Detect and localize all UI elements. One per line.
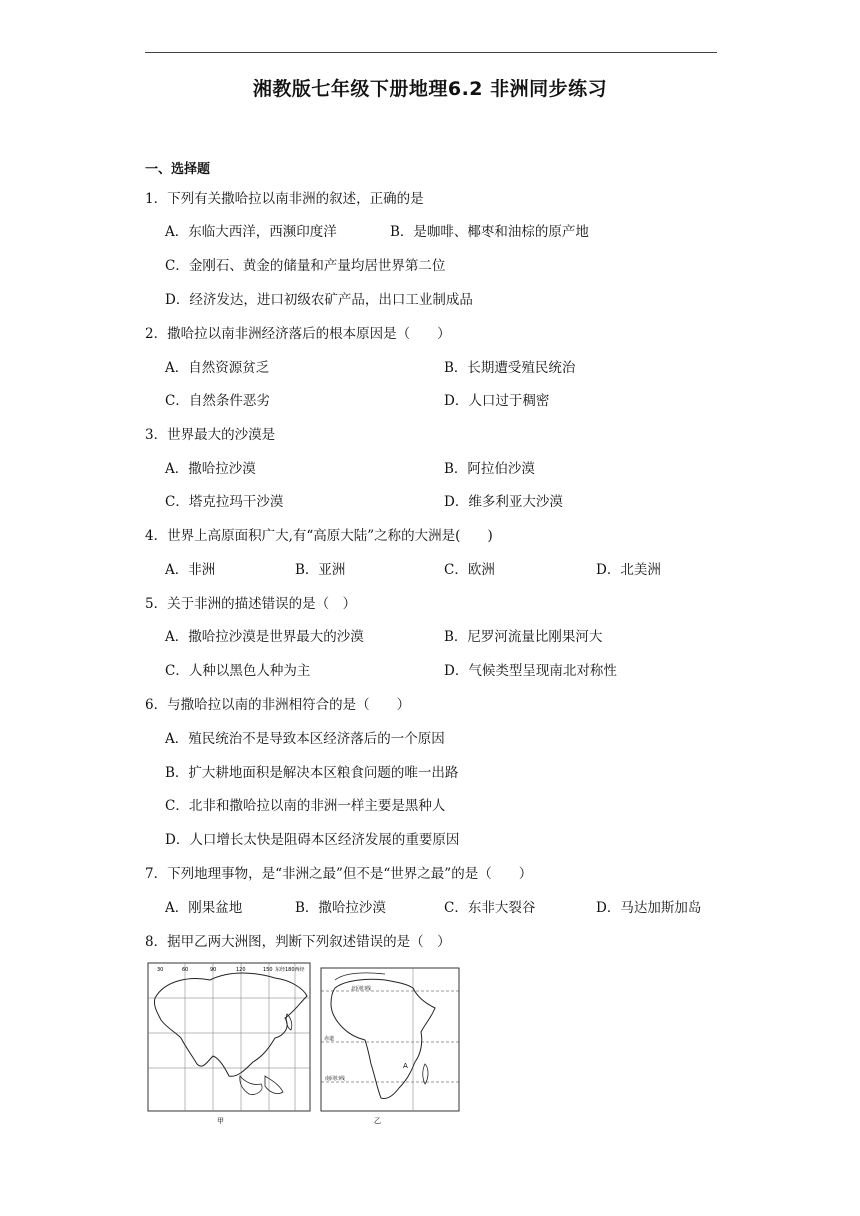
q5-option-c: C．人种以黑色人种为主	[165, 663, 311, 679]
page-title: 湘教版七年级下册地理6.2 非洲同步练习	[252, 78, 608, 100]
q5-option-b: B．尼罗河流量比刚果河大	[444, 629, 603, 645]
location-a-label: A	[403, 1062, 408, 1070]
equator-label: 赤道	[324, 1036, 335, 1042]
asia-tick-label: 150	[263, 967, 273, 973]
q6-option-d: D．人口增长太快是阻碍本区经济发展的重要原因	[165, 832, 460, 848]
q6-option-c: C．北非和撒哈拉以南的非洲一样主要是黑种人	[165, 798, 446, 814]
q5-option-a: A．撒哈拉沙漠是世界最大的沙漠	[165, 629, 364, 645]
q1-option-a: A．东临大西洋，西濒印度洋	[165, 224, 337, 240]
maps-svg	[145, 958, 463, 1128]
question-2-stem: 2．撒哈拉以南非洲经济落后的根本原因是（ ）	[145, 326, 451, 342]
q1-option-b: B．是咖啡、椰枣和油棕的原产地	[390, 224, 589, 240]
question-6-stem: 6．与撒哈拉以南的非洲相符合的是（ ）	[145, 697, 411, 713]
q6-option-b: B．扩大耕地面积是解决本区粮食问题的唯一出路	[165, 765, 459, 781]
q4-option-c: C．欧洲	[444, 562, 495, 578]
asia-tick-label: 60	[182, 967, 189, 973]
q5-option-d: D．气候类型呈现南北对称性	[444, 663, 617, 679]
q7-option-b: B．撒哈拉沙漠	[295, 900, 386, 916]
tropic-of-cancer-label: 北回归线	[351, 986, 372, 992]
q7-option-c: C．东非大裂谷	[444, 900, 536, 916]
asia-tick-label: 东经180西经	[275, 967, 305, 973]
q6-option-a: A．殖民统治不是导致本区经济落后的一个原因	[165, 731, 445, 747]
q1-option-d: D．经济发达，进口初级农矿产品，出口工业制成品	[165, 292, 473, 308]
question-8-stem: 8．据甲乙两大洲图，判断下列叙述错误的是（ ）	[145, 934, 451, 950]
q1-option-c: C．金刚石、黄金的储量和产量均居世界第二位	[165, 258, 446, 274]
africa-map	[321, 968, 459, 1125]
q2-option-c: C．自然条件恶劣	[165, 393, 270, 409]
question-1-stem: 1．下列有关撒哈拉以南非洲的叙述，正确的是	[145, 191, 424, 207]
q7-option-d: D．马达加斯加岛	[596, 900, 702, 916]
question-4-stem: 4．世界上高原面积广大,有“高原大陆”之称的大洲是( )	[145, 528, 493, 544]
q7-option-a: A．刚果盆地	[165, 900, 243, 916]
q4-option-a: A．非洲	[165, 562, 216, 578]
question-3-stem: 3．世界最大的沙漠是	[145, 427, 276, 443]
q3-option-a: A．撒哈拉沙漠	[165, 461, 256, 477]
q2-option-d: D．人口过于稠密	[444, 393, 550, 409]
header-rule	[145, 52, 717, 53]
q3-option-c: C．塔克拉玛干沙漠	[165, 494, 284, 510]
asia-tick-label: 90	[210, 967, 217, 973]
question-7-stem: 7．下列地理事物，是“非洲之最”但不是“世界之最”的是（ ）	[145, 866, 533, 882]
q4-option-b: B．亚洲	[295, 562, 346, 578]
q2-option-b: B．长期遭受殖民统治	[444, 360, 576, 376]
question-5-stem: 5．关于非洲的描述错误的是（ ）	[145, 596, 357, 612]
q2-option-a: A．自然资源贫乏	[165, 360, 270, 376]
asia-map-caption: 甲	[217, 1117, 224, 1125]
tropic-of-capricorn-label: 南回归线	[325, 1076, 346, 1082]
asia-map	[148, 963, 310, 1125]
asia-tick-label: 120	[236, 967, 246, 973]
section-heading: 一、选择题	[145, 162, 211, 177]
q3-option-b: B．阿拉伯沙漠	[444, 461, 535, 477]
africa-map-caption: 乙	[374, 1117, 381, 1125]
asia-tick-label: 30	[157, 967, 164, 973]
q3-option-d: D．维多利亚大沙漠	[444, 494, 563, 510]
q4-option-d: D．北美洲	[596, 562, 661, 578]
continent-maps-figure	[145, 958, 463, 1128]
